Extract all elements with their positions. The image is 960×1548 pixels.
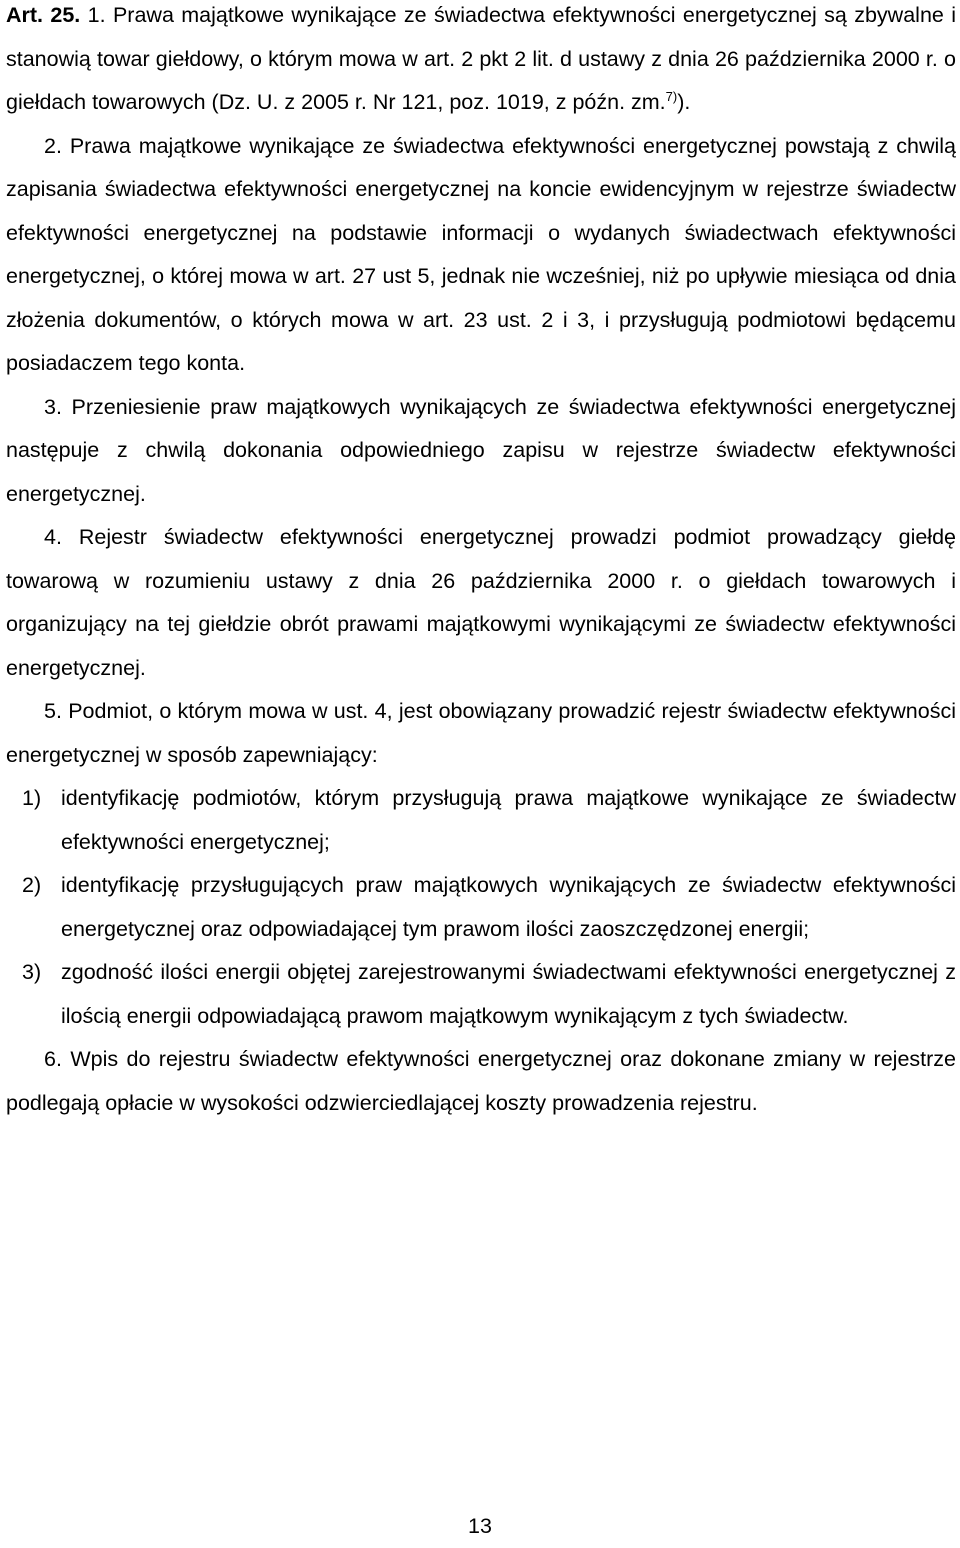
paragraph-text-6: Wpis do rejestru świadectw efektywności energetycznej oraz dokonane zmiany w rejestrze podlegają opłacie w wysokości odzwierciedlającej koszty prowadzenia rejestru.	[6, 1047, 956, 1115]
article-25-paragraph-1	[6, 0, 956, 125]
paragraph-text-4: Rejestr świadectw efektywności energetycznej prowadzi podmiot prowadzący giełdę towarową w rozumieniu ustawy z dnia 26 października 2000 r. o giełdach towarowych i organizujący na tej giełdzie obrót prawami majątkowymi wynikającymi ze świadectw efektywności energetycznej.	[6, 525, 956, 680]
article-25-paragraph-4	[6, 516, 956, 690]
list-item-marker: 2)	[22, 873, 42, 897]
article-25-paragraph-2	[6, 125, 956, 386]
list-item-marker: 1)	[22, 786, 42, 810]
paragraph-number-2: 2.	[44, 133, 62, 158]
article-25-paragraph-5	[6, 690, 956, 777]
footnote-marker: 7)	[665, 89, 678, 104]
list-item	[6, 864, 956, 951]
paragraph-text-2: Prawa majątkowe wynikające ze świadectwa efektywności energetycznej powstają z chwilą zapisania świadectwa efektywności energetycznej na koncie ewidencyjnym w rejestrze świadectw efektywności energetycznej na podstawie informacji o wydanych świadectwach efektywności energetycznej, o której mowa w art. 27 ust 5, jednak nie wcześniej, niż po upływie miesiąca od dnia złożenia dokumentów, o których mowa w art. 23 ust. 2 i 3, i przysługują podmiotowi będącemu posiadaczem tego konta.	[6, 133, 956, 375]
article-25-paragraph-3	[6, 386, 956, 517]
paragraph-number-5: 5.	[44, 699, 62, 723]
paragraph-text-1: Prawa majątkowe wynikające ze świadectwa efektywności energetycznej są zbywalne i stanowią towar giełdowy, o którym mowa w art. 2 pkt 2 lit. d ustawy z dnia 26 października 2000 r. o giełdach towarowych (Dz. U. z 2005 r. Nr 121, poz. 1019, z późn. zm.	[6, 3, 956, 114]
list-item-text: identyfikację przysługujących praw majątkowych wynikających ze świadectw efektywności energetycznej oraz odpowiadającej tym prawom ilości zaoszczędzonej energii;	[61, 873, 956, 941]
page-number: 13	[468, 1514, 492, 1538]
list-item	[6, 951, 956, 1038]
article-label: Art. 25.	[6, 3, 81, 27]
paragraph-tail-1: ).	[677, 90, 691, 114]
list-item-text: identyfikację podmiotów, którym przysługują prawa majątkowe wynikające ze świadectw efektywności energetycznej;	[61, 786, 956, 854]
document-page	[6, 0, 956, 1125]
paragraph-number-6: 6.	[44, 1047, 62, 1071]
article-25-paragraph-6	[6, 1038, 956, 1125]
paragraph-text-3: Przeniesienie praw majątkowych wynikających ze świadectwa efektywności energetycznej następuje z chwilą dokonania odpowiedniego zapisu w rejestrze świadectw efektywności energetycznej.	[6, 394, 956, 506]
paragraph-number-1: 1.	[87, 3, 106, 27]
list-item-marker: 3)	[22, 960, 42, 984]
paragraph-text-5: Podmiot, o którym mowa w ust. 4, jest obowiązany prowadzić rejestr świadectw efektywności energetycznej w sposób zapewniający:	[6, 699, 956, 767]
list-item	[6, 777, 956, 864]
paragraph-number-3: 3.	[44, 394, 62, 419]
list-item-text: zgodność ilości energii objętej zarejestrowanymi świadectwami efektywności energetycznej z ilością energii odpowiadającą prawom majątkowym wynikającym z tych świadectw.	[61, 960, 956, 1028]
paragraph-number-4: 4.	[44, 525, 62, 549]
